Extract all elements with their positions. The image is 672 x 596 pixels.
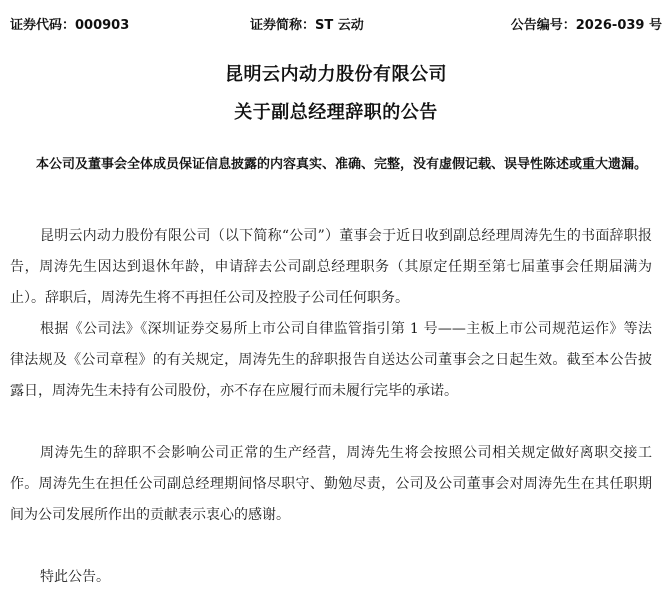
document-header bbox=[10, 14, 662, 34]
stock-code: 证券代码：000903 bbox=[10, 18, 130, 33]
stock-abbreviation: 证券简称：ST 云动 bbox=[250, 18, 364, 33]
paragraph-legal-basis: 根据《公司法》《深圳证券交易所上市公司自律监管指引第 1 号——主板上市公司规范运作》等法律法规及《公司章程》的有关规定，周涛先生的辞职报告自送达公司董事会之日起生效。截至本公告披露日，周涛先生未持有公司股份，亦不存在应履行而未履行完毕的承诺。 bbox=[10, 321, 652, 399]
paragraph-impact: 周涛先生的辞职不会影响公司正常的生产经营，周涛先生将会按照公司相关规定做好离职交接工作。周涛先生在担任公司副总经理期间恪尽职守、勤勉尽责，公司及公司董事会对周涛先生在其任职期间为公司发展所作出的贡献表示衷心的感谢。 bbox=[10, 445, 652, 523]
closing-remark: 特此公告。 bbox=[40, 569, 110, 585]
disclosure-statement: 本公司及董事会全体成员保证信息披露的内容真实、准确、完整，没有虚假记载、误导性陈述或重大遗漏。 bbox=[36, 157, 648, 172]
notice-number: 公告编号：2026-039 号 bbox=[510, 18, 662, 33]
paragraph-resignation: 昆明云内动力股份有限公司（以下简称“公司”）董事会于近日收到副总经理周涛先生的书面辞职报告，周涛先生因达到退休年龄，申请辞去公司副总经理职务（其原定任期至第七届董事会任期届满为止）。辞职后，周涛先生将不再担任公司及控股子公司任何职务。 bbox=[10, 228, 652, 306]
company-title: 昆明云内动力股份有限公司 bbox=[225, 64, 447, 85]
notice-title: 关于副总经理辞职的公告 bbox=[234, 102, 438, 123]
